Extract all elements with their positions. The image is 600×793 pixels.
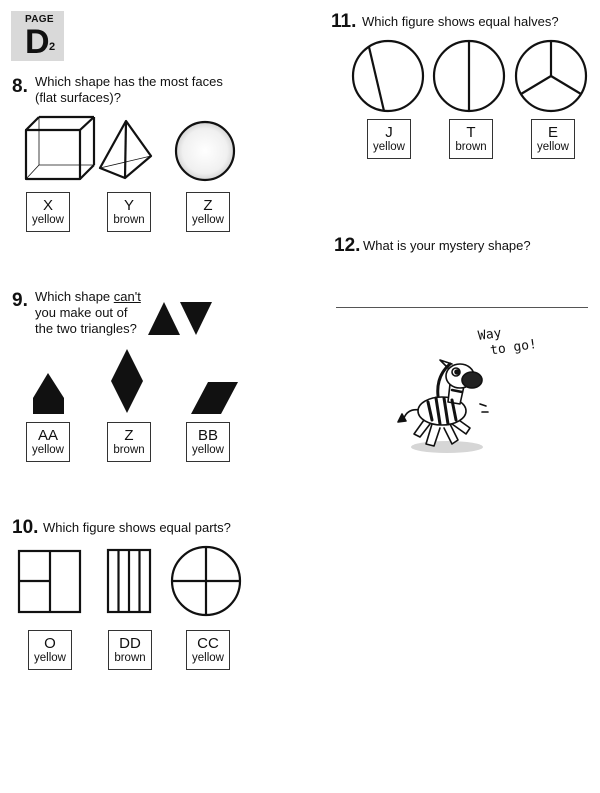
page-number: 2 — [49, 41, 56, 53]
question-12-text: What is your mystery shape? — [363, 238, 531, 253]
option-color: yellow — [192, 213, 224, 226]
option-code: BB — [197, 426, 218, 444]
option-code: Y — [123, 196, 134, 214]
option-color: yellow — [537, 140, 569, 153]
question-12-number: 12. — [334, 235, 361, 256]
question-9-number: 9. — [12, 290, 28, 311]
option-color: yellow — [192, 443, 224, 456]
page-letter: D — [25, 23, 50, 61]
option-color: brown — [113, 213, 145, 226]
option-code: Z — [124, 426, 134, 444]
mascot-speech-line1: Way — [477, 325, 503, 344]
option-color: brown — [455, 140, 487, 153]
page-word: PAGE — [25, 14, 54, 25]
question-11-text: Which figure shows equal halves? — [362, 14, 559, 29]
zebra-shadow — [411, 441, 483, 453]
mascot-speech-line2: to go! — [489, 337, 538, 359]
option-code: T — [466, 123, 476, 141]
option-color: brown — [114, 651, 146, 664]
option-code: DD — [119, 634, 141, 652]
option-color: yellow — [34, 651, 66, 664]
option-color: brown — [113, 443, 145, 456]
option-code: X — [42, 196, 53, 214]
question-9-text-line2: you make out of — [35, 305, 128, 320]
question-8-number: 8. — [12, 76, 28, 97]
question-11-number: 11. — [331, 11, 357, 32]
option-code: J — [385, 123, 393, 141]
question-8-text-line2: (flat surfaces)? — [35, 90, 121, 105]
option-color: yellow — [192, 651, 224, 664]
option-code: O — [44, 634, 56, 652]
question-9-underlined-word: can't — [113, 289, 141, 304]
question-10-text: Which figure shows equal parts? — [43, 520, 231, 535]
option-code: AA — [37, 426, 58, 444]
option-code: Z — [203, 196, 213, 214]
question-10-number: 10. — [12, 517, 39, 538]
option-color: yellow — [32, 443, 64, 456]
question-8-text-line1: Which shape has the most faces — [35, 74, 223, 89]
option-code: E — [547, 123, 558, 141]
question-9-text-pre: Which shape — [35, 289, 114, 304]
option-code: CC — [197, 634, 219, 652]
option-color: yellow — [32, 213, 64, 226]
option-color: yellow — [373, 140, 405, 153]
question-9-text-line3: the two triangles? — [35, 321, 137, 336]
